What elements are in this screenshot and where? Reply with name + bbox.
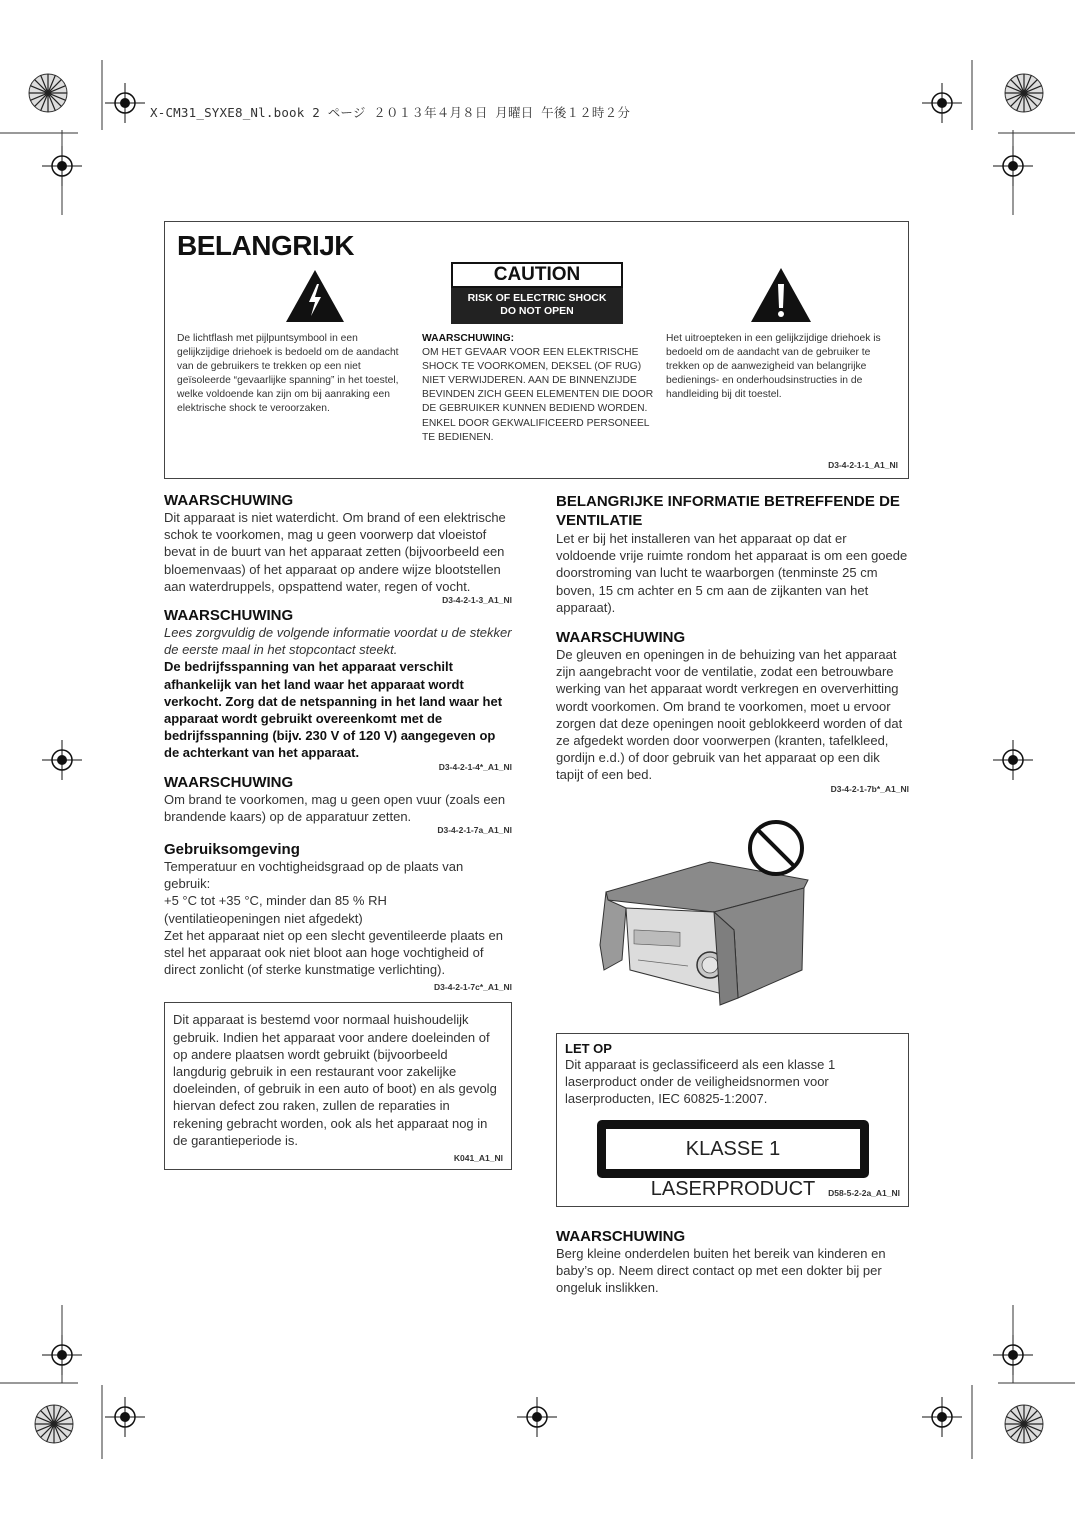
registration-mark [922, 1397, 962, 1437]
document-code: D3-4-2-1-4*_A1_Nl [438, 761, 512, 772]
environment-line: Zet het apparaat niet op een slecht geventileerde plaats en stel het apparaat ook niet bloot aan hoge vochtigheid of direct zonlicht (of sterke kunstmatige verlichting). [164, 927, 503, 978]
lightning-warning-icon [284, 268, 346, 324]
registration-mark [42, 740, 82, 780]
section-text: De gleuven en openingen in de behuizing van het apparaat zijn aangebracht voor de ventilatie, zodat een betrouwbare werking van het apparaat wordt verkregen en oververhitting wordt voorkomen. Om brand te voorkomen, moet u ervoor zorgen dat deze openingen nooit geblokkeerd worden of dat ze afgedekt worden door voorwerpen (kranten, tafelkleed, gordijn e.d.) of door gebruik van het apparaat op een dik tapijt of een bed. [556, 647, 903, 783]
warning-text [422, 332, 654, 445]
section-title: WAARSCHUWING [164, 607, 294, 625]
environment-line: (ventilatieopeningen niet afgedekt) [164, 910, 363, 926]
household-use-box [164, 1002, 512, 1170]
section-title: WAARSCHUWING [556, 1228, 686, 1245]
notice-text: Dit apparaat is geclassificeerd als een klasse 1 laserproduct onder de veiligheidsnormen voor laserproducten, IEC 60825-1:2007. [565, 1057, 836, 1107]
caution-label [451, 262, 623, 324]
environment-line: Temperatuur en vochtigheidsgraad op de plaats van gebruik: [164, 859, 464, 892]
registration-mark [922, 83, 962, 123]
section-title: BELANGRIJKE INFORMATIE BETREFFENDE DE VENTILATIE [556, 493, 900, 529]
exclamation-explanation: Het uitroepteken in een gelijkzijdige driehoek is bedoeld om de aandacht van de gebruiker te trekken op de aanwezigheid van belangrijke bedienings- en onderhoudsinstructies in de handleiding bij dit toestel. [666, 333, 881, 401]
section-text: Berg kleine onderdelen buiten het bereik van kinderen en baby’s op. Neem direct contact op met een dokter bij per ongeluk inslikken. [556, 1246, 886, 1296]
left-column [164, 492, 512, 1170]
document-code: D3-4-2-1-7b*_A1_Nl [830, 783, 909, 794]
section-intro: Lees zorgvuldig de volgende informatie voordat u de stekker de eerste maal in het stopcontact steekt. [164, 625, 512, 658]
lightning-explanation: De lichtflash met pijlpuntsymbool in een gelijkzijdige driehoek is bedoeld om de aandacht van de gebruikers te trekken op een niet geïsoleerde “gevaarlijke spanning” in het toestel, welke voldoende kan zijn om bij aanraking een elektrische shock te veroorzaken. [177, 333, 399, 415]
registration-mark [517, 1397, 557, 1437]
document-code: D3-4-2-1-1_A1_Nl [828, 460, 898, 470]
voltage-warning: De bedrijfsspanning van het apparaat verschilt afhankelijk van het land waar het apparaat wordt verkocht. Zorg dat de netspanning in het land waar het apparaat wordt gebruikt overeenkomt met de bedrijfsspanning (bijv. 230 V of 120 V) aangegeven op de achterkant van het apparaat. [164, 659, 503, 761]
caution-sub-line1: RISK OF ELECTRIC SHOCK [467, 292, 607, 304]
document-code: K041_A1_Nl [453, 1153, 503, 1164]
registration-mark [42, 146, 82, 186]
laser-notice-box [556, 1033, 909, 1207]
registration-mark [993, 740, 1033, 780]
warning-body: OM HET GEVAAR VOOR EEN ELEKTRISCHE SHOCK TE VOORKOMEN, DEKSEL (OF RUG) NIET VERWIJDEREN. AAN DE BINNENZIJDE BEVINDEN ZICH GEEN ELEMENTEN DIE DOOR DE GEBRUIKER KUNNEN BEDIEND WORDEN. ENKEL DOOR GEKWALIFICEERD PERSONEEL TE BEDIENEN. [422, 347, 654, 443]
registration-mark [993, 146, 1033, 186]
caution-subtitle [451, 288, 623, 324]
notice-title: LET OP [565, 1041, 612, 1056]
important-box [164, 221, 909, 479]
section-title: WAARSCHUWING [164, 773, 294, 791]
important-title: BELANGRIJK [177, 230, 355, 261]
document-code: D3-4-2-1-3_A1_Nl [442, 595, 512, 606]
household-use-text: Dit apparaat is bestemd voor normaal huishoudelijk gebruik. Indien het apparaat voor andere doeleinden of op andere plaatsen wordt gebruikt (bijvoorbeeld langdurig gebruik in een restaurant voor zakelijke doeleinden, of gebruik in een auto of boot) en als gevolg hiervan defect zou raken, zullen de reparaties in rekening gebracht worden, ook als het apparaat nog in de garantieperiode is. [173, 1012, 497, 1148]
section-title: WAARSCHUWING [164, 492, 294, 509]
section-text: Let er bij het installeren van het apparaat op dat er voldoende vrije ruimte rondom het apparaat is om een goede doorstroming van lucht te waarborgen (tenminste 25 cm boven, 15 cm achter en 5 cm aan de zijkanten van het apparaat). [556, 531, 908, 615]
document-code: D3-4-2-1-7c*_A1_Nl [434, 982, 512, 993]
small-parts-section [556, 1228, 909, 1297]
registration-mark [105, 83, 145, 123]
starburst-mark-bottom-right [1004, 1404, 1044, 1444]
caution-title: CAUTION [451, 262, 623, 288]
section-text: Dit apparaat is niet waterdicht. Om brand of een elektrische schok te voorkomen, mag u geen voorwerp dat vloeistof bevat in de buurt van het apparaat zetten (bijvoorbeeld een bloemenvaas) of het apparaat op andere wijze blootstellen aan waterdruppels, opspattend water, regen of vocht. [164, 510, 506, 594]
print-header: X-CM31_SYXE8_Nl.book 2 ページ ２０１３年４月８日 月曜日 午後１２時２分 [150, 105, 631, 120]
right-column [556, 492, 909, 794]
section-title: Gebruiksomgeving [164, 841, 300, 859]
registration-mark [42, 1335, 82, 1375]
document-code: D3-4-2-1-7a_A1_Nl [437, 825, 512, 836]
section-title: WAARSCHUWING [556, 629, 686, 647]
caution-sub-line2: DO NOT OPEN [500, 305, 574, 317]
registration-mark [105, 1397, 145, 1437]
environment-line: +5 °C tot +35 °C, minder dan 85 % RH [164, 893, 387, 909]
starburst-mark-bottom-left [34, 1404, 74, 1444]
warning-heading: WAARSCHUWING: [422, 333, 515, 344]
laser-class-label: KLASSE 1 LASERPRODUCT [597, 1120, 869, 1178]
registration-mark [993, 1335, 1033, 1375]
covered-device-illustration [598, 820, 818, 1015]
section-text: Om brand te voorkomen, mag u geen open vuur (zoals een brandende kaars) op de apparatuur zetten. [164, 791, 506, 824]
document-code: D58-5-2-2a_A1_Nl [828, 1188, 900, 1198]
starburst-mark-top-right [1004, 73, 1044, 113]
starburst-mark-top-left [28, 73, 68, 113]
exclamation-warning-icon [749, 266, 813, 324]
